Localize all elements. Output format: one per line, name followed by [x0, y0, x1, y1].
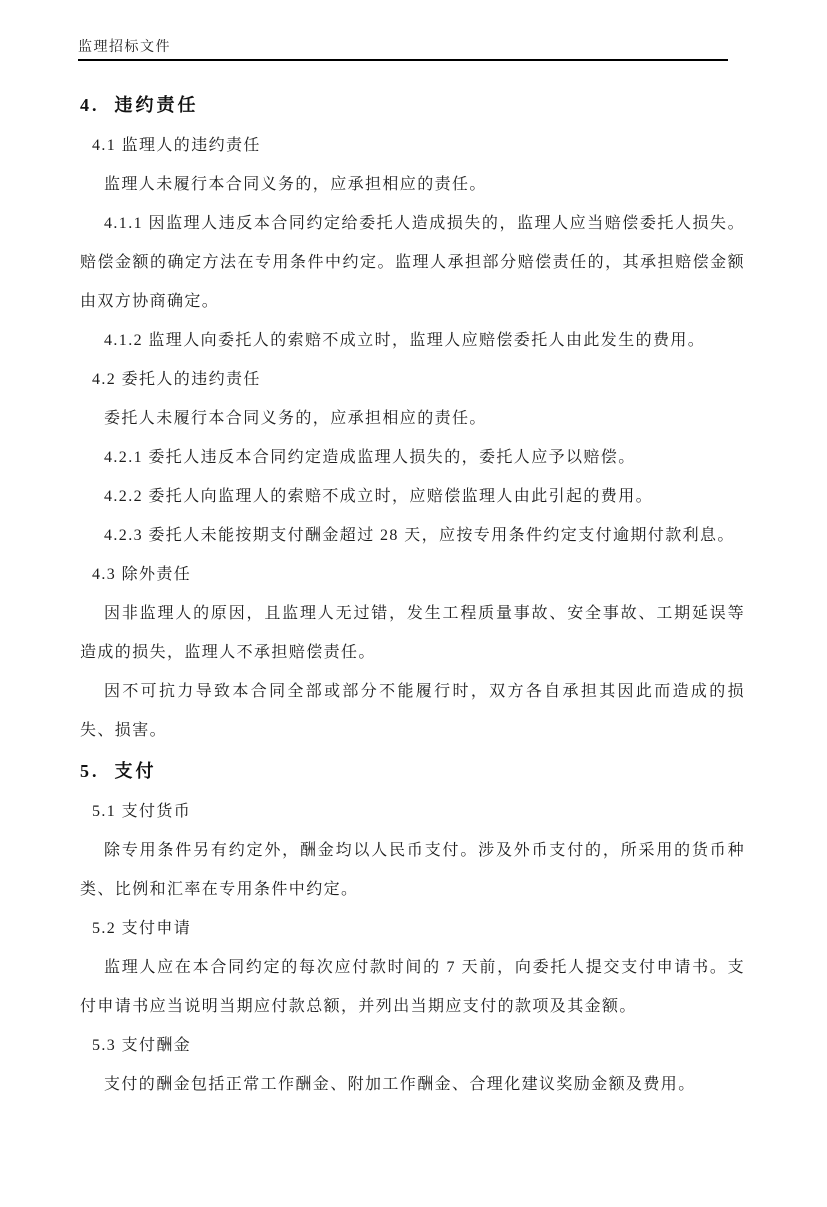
paragraph: 监理人未履行本合同义务的，应承担相应的责任。: [104, 176, 487, 193]
page-header: [78, 38, 728, 61]
section-heading-5-1: 5.1 支付货币: [92, 803, 192, 820]
section-heading-4-1: 4.1 监理人的违约责任: [92, 137, 261, 154]
paragraph: 4.2.3 委托人未能按期支付酬金超过 28 天，应按专用条件约定支付逾期付款利息。: [104, 527, 735, 544]
paragraph: 4.1.1 因监理人违反本合同约定给委托人造成损失的，监理人应当赔偿委托人损失。赔偿金额的确定方法在专用条件中约定。监理人承担部分赔偿责任的，其承担赔偿金额由双方协商确定。: [80, 215, 745, 310]
paragraph: 4.2.1 委托人违反本合同约定造成监理人损失的，委托人应予以赔偿。: [104, 449, 636, 466]
paragraph: 监理人应在本合同约定的每次应付款时间的 7 天前，向委托人提交支付申请书。支付申请书应当说明当期应付款总额，并列出当期应支付的款项及其金额。: [80, 959, 745, 1015]
paragraph: 委托人未履行本合同义务的，应承担相应的责任。: [104, 410, 487, 427]
document-page: [0, 38, 827, 1207]
section-heading-4-2: 4.2 委托人的违约责任: [92, 371, 261, 388]
document-type-label: 监理招标文件: [78, 40, 171, 55]
chapter-heading-4: 4. 违约责任: [80, 95, 199, 115]
document-body: [80, 84, 745, 1104]
chapter-heading-5: 5. 支付: [80, 761, 157, 781]
section-heading-4-3: 4.3 除外责任: [92, 566, 192, 583]
paragraph: 4.1.2 监理人向委托人的索赔不成立时，监理人应赔偿委托人由此发生的费用。: [104, 332, 706, 349]
section-heading-5-3: 5.3 支付酬金: [92, 1037, 192, 1054]
paragraph: 因非监理人的原因，且监理人无过错，发生工程质量事故、安全事故、工期延误等造成的损失，监理人不承担赔偿责任。: [80, 605, 745, 661]
paragraph: 除专用条件另有约定外，酬金均以人民币支付。涉及外币支付的，所采用的货币种类、比例和汇率在专用条件中约定。: [80, 842, 745, 898]
paragraph: 支付的酬金包括正常工作酬金、附加工作酬金、合理化建议奖励金额及费用。: [104, 1076, 696, 1093]
paragraph: 4.2.2 委托人向监理人的索赔不成立时，应赔偿监理人由此引起的费用。: [104, 488, 654, 505]
paragraph: 因不可抗力导致本合同全部或部分不能履行时，双方各自承担其因此而造成的损失、损害。: [80, 683, 745, 739]
section-heading-5-2: 5.2 支付申请: [92, 920, 192, 937]
